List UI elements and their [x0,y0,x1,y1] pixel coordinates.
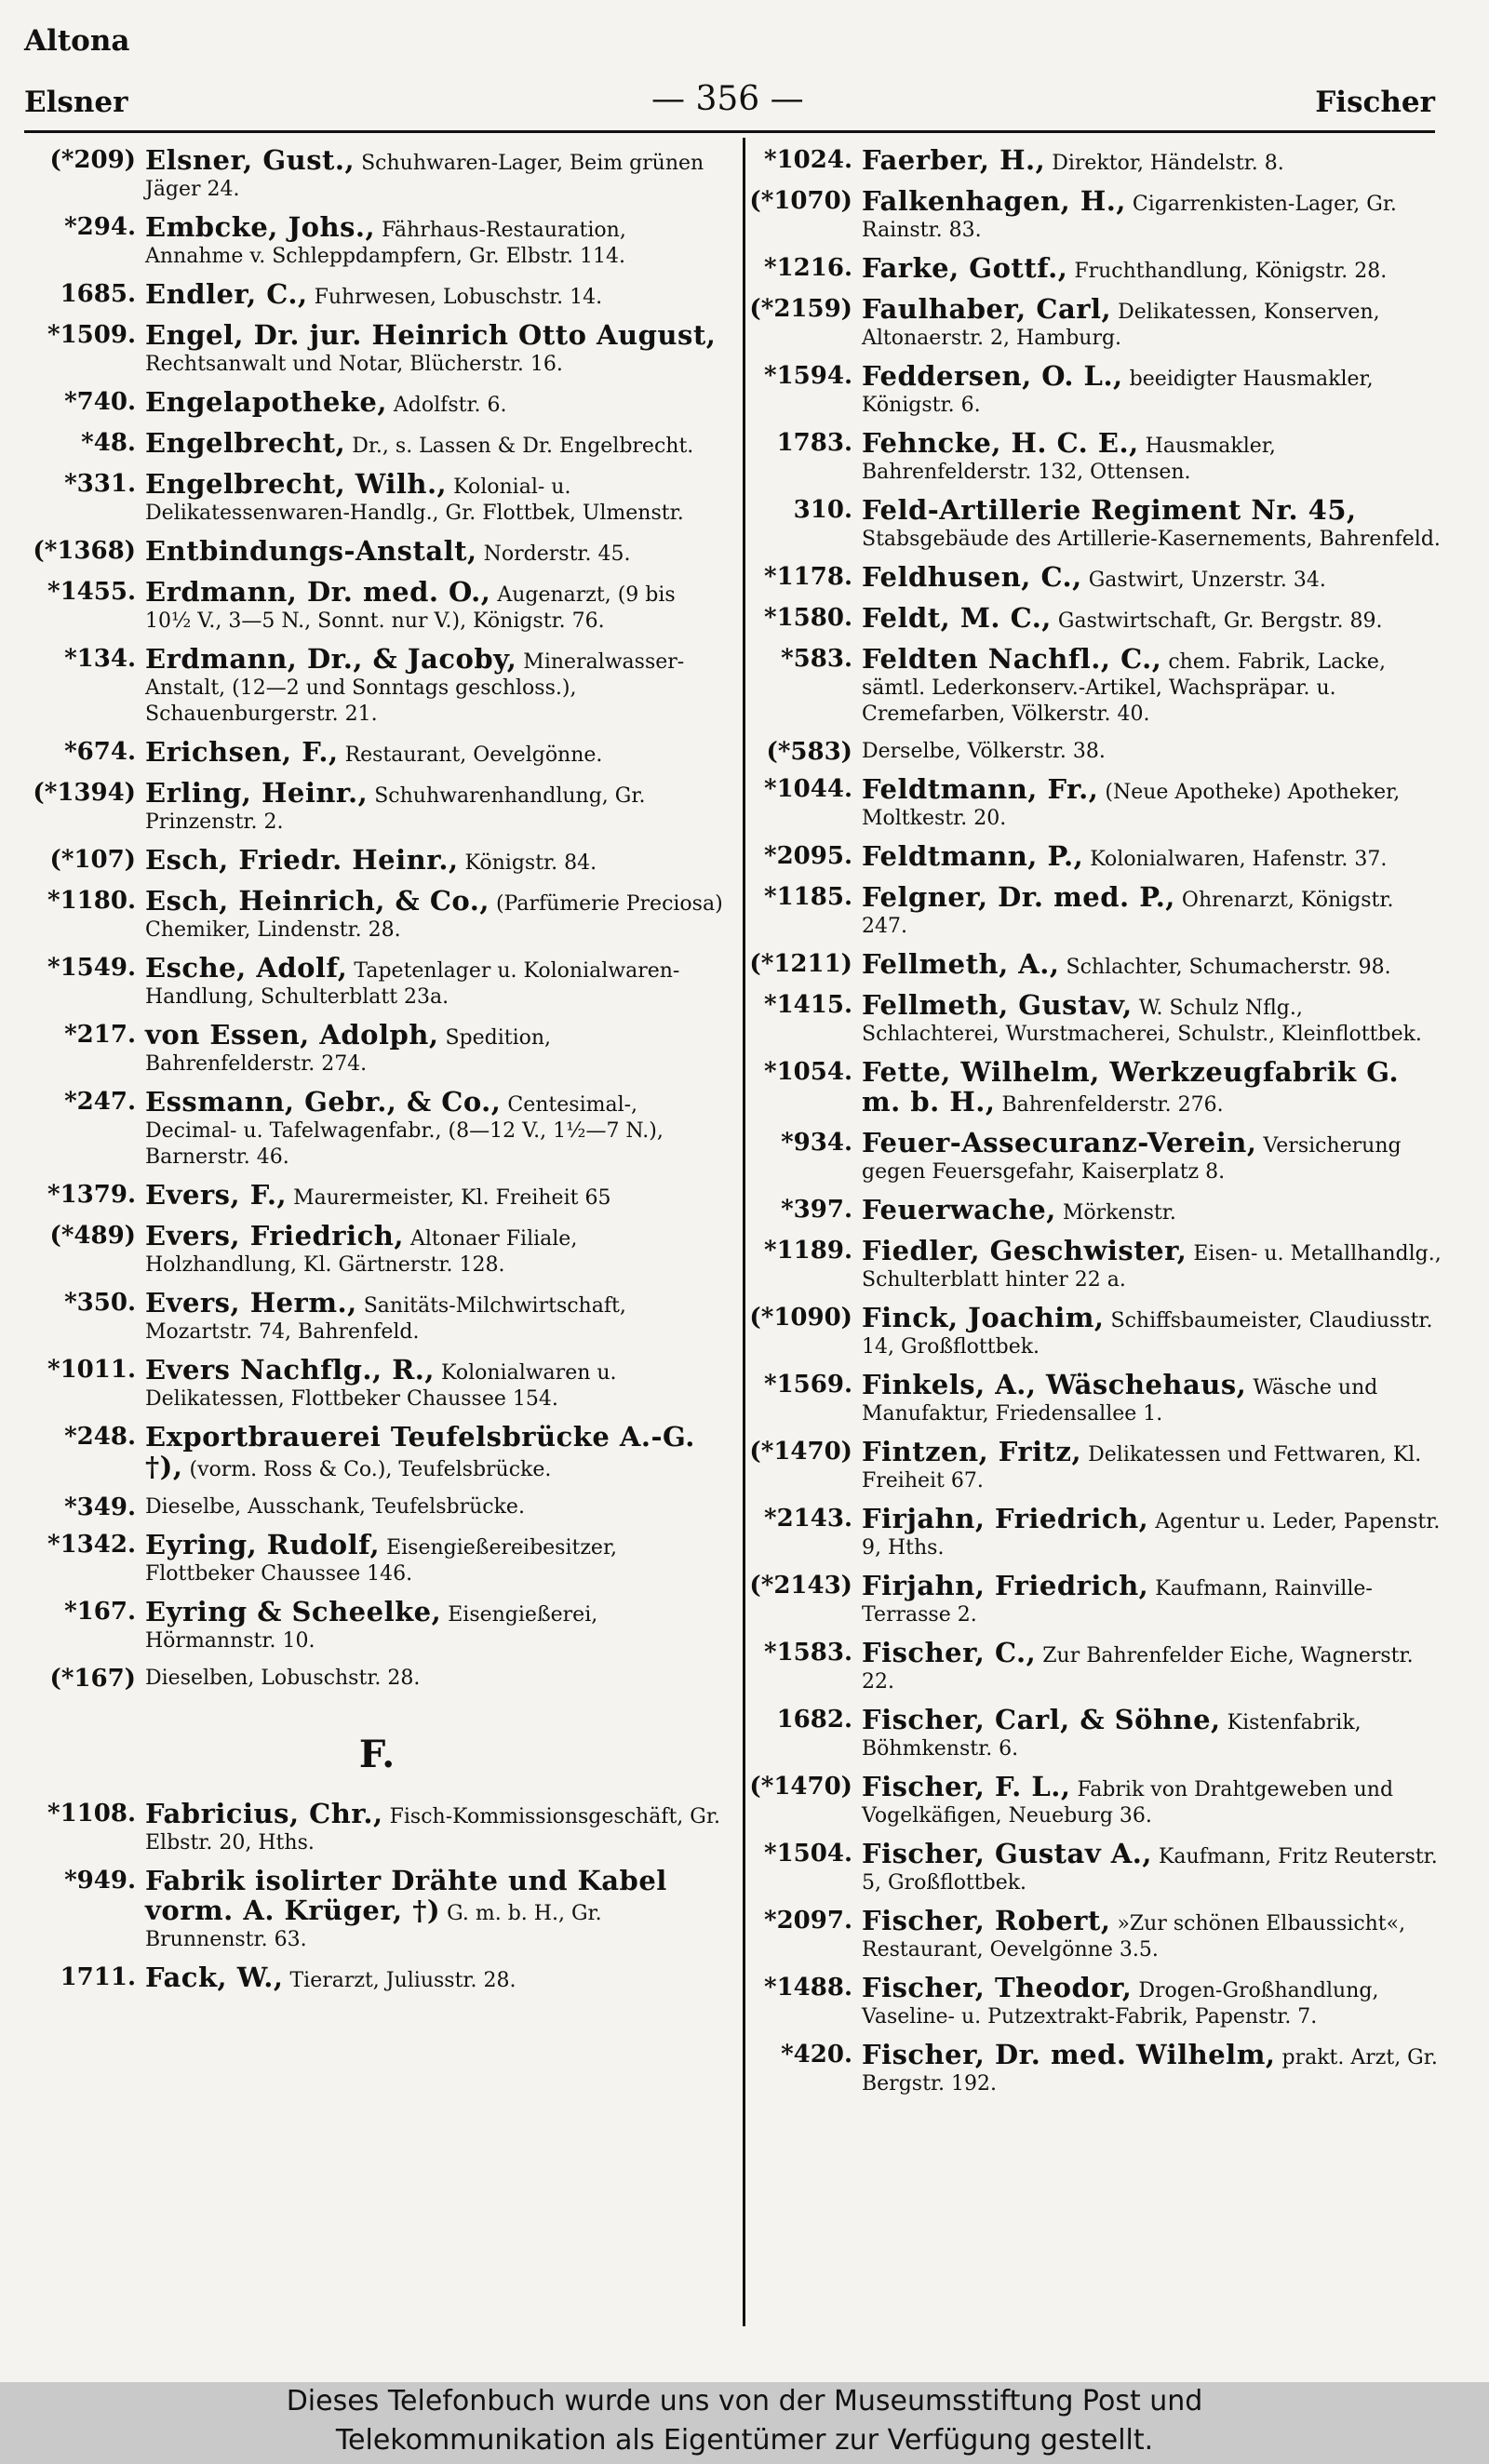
phone-number: *1594. [763,362,852,390]
subscriber-name: Fiedler, Geschwister, [862,1235,1187,1266]
phone-number: *397. [781,1196,852,1224]
directory-entry [744,948,1442,981]
entry-details: Dieselben, Lobuschstr. 28. [145,1667,421,1690]
phone-number: *1549. [47,954,136,982]
subscriber-name: Engelbrecht, Wilh., [145,468,448,500]
subscriber-name: Embcke, Johs., [145,211,376,243]
entry-details: Eisengießerei, Hörmannstr. 10. [145,1603,598,1653]
phone-number: *1180. [47,887,136,915]
directory-entry [28,1494,726,1520]
entry-details: Schuhwarenhandlung, Gr. Prinzenstr. 2. [145,784,646,834]
phone-number: (*2143) [749,1572,852,1600]
phone-number: *248. [64,1423,136,1451]
phone-number: (*167) [49,1665,136,1693]
phone-number: *1108. [47,1800,136,1828]
entry-details: Bahrenfelderstr. 276. [1001,1093,1224,1117]
phone-number: (*1394) [33,779,136,807]
subscriber-name: Engel, Dr. jur. Heinrich Otto August, [145,319,717,351]
directory-entry [744,773,1442,832]
phone-number: *1216. [763,254,852,282]
entry-details: Eisengießereibesitzer, Flottbeker Chaussee 146. [145,1536,618,1586]
subscriber-name: Evers Nachflg., R., [145,1354,435,1386]
entry-details: Stabsgebäude des Artillerie-Kasernements, Bahrenfeld. [862,528,1441,551]
directory-entry [28,1220,726,1279]
entry-details: Fabrik von Drahtgeweben und Vogelkäfigen, Neueburg 36. [862,1778,1394,1828]
phone-number: *1509. [47,321,136,349]
entry-details: Kaufmann, Rainville-Terrasse 2. [862,1577,1373,1627]
phone-number: *1342. [47,1531,136,1559]
entry-details: Tapetenlager u. Kolonialwaren-Handlung, Schulterblatt 23a. [145,959,680,1009]
directory-entry [28,736,726,769]
entry-details: Fisch-Kommissionsgeschäft, Gr. Elbstr. 20, Hths. [145,1805,720,1855]
entry-details: Drogen-Großhandlung, Vaseline- u. Putzextrakt-Fabrik, Papenstr. 7. [862,1979,1379,2029]
phone-number: *420. [781,2041,852,2069]
directory-entry [28,1529,726,1587]
subscriber-name: Engelbrecht, [145,427,346,459]
directory-entry [28,952,726,1011]
entry-details: Kistenfabrik, Böhmkenstr. 6. [862,1711,1362,1761]
directory-entry [28,1798,726,1856]
phone-number: (*2159) [749,295,852,323]
subscriber-name: Esche, Adolf, [145,952,348,984]
directory-entry [28,211,726,270]
subscriber-name: Feuerwache, [862,1194,1056,1225]
phone-number: (*489) [49,1222,136,1250]
directory-entry [744,739,1442,765]
phone-number: *331. [64,470,136,498]
directory-entry [28,844,726,877]
phone-number: *949. [64,1867,136,1895]
subscriber-name: Endler, C., [145,278,308,310]
phone-number: *349. [64,1493,136,1521]
directory-entry [28,427,726,460]
entry-details: Restaurant, Oevelgönne. [344,743,603,767]
subscriber-name: von Essen, Adolph, [145,1019,439,1051]
subscriber-name: Feldtmann, Fr., [862,773,1099,805]
subscriber-name: Eyring, Rudolf, [145,1529,381,1560]
directory-entry [744,1436,1442,1494]
phone-number: (*583) [766,738,852,766]
subscriber-name: Fischer, Dr. med. Wilhelm, [862,2039,1276,2070]
entry-details: Schlachter, Schumacherstr. 98. [1066,956,1391,979]
subscriber-name: Erdmann, Dr., & Jacoby, [145,643,517,675]
entry-details: »Zur schönen Elbaussicht«, Restaurant, Oevelgönne 3.5. [862,1912,1406,1962]
running-head-first-entry: Elsner [24,86,128,119]
entry-details: Agentur u. Leder, Papenstr. 9, Hths. [862,1510,1441,1560]
phone-number: *217. [64,1021,136,1049]
directory-entry [744,427,1442,486]
entry-details: Derselbe, Völkerstr. 38. [862,740,1106,763]
subscriber-name: Fischer, Gustav A., [862,1838,1152,1869]
directory-entry [28,777,726,836]
directory-entry [744,293,1442,352]
directory-entry [744,185,1442,244]
header-rule [24,130,1435,133]
entry-details: Kolonial- u. Delikatessenwaren-Handlg., Gr. Flottbek, Ulmenstr. [145,475,684,525]
subscriber-name: Fischer, F. L., [862,1771,1071,1802]
entry-details: Sanitäts-Milchwirtschaft, Mozartstr. 74, Bahrenfeld. [145,1294,626,1344]
phone-number: *1054. [763,1058,852,1086]
phone-number: 310. [793,496,852,524]
footer-notice [0,2382,1489,2464]
entry-details: Delikatessen, Konserven, Altonaerstr. 2, Hamburg. [862,301,1380,350]
directory-entry [28,1865,726,1953]
subscriber-name: Fabrik isolirter Drähte und Kabel vorm. A. Krüger, †) [145,1865,667,1926]
subscriber-name: Feldtmann, P., [862,840,1084,872]
directory-entry [744,1972,1442,2030]
entry-details: W. Schulz Nflg., Schlachterei, Wurstmacherei, Schulstr., Kleinflottbek. [862,997,1422,1046]
directory-entry [744,1194,1442,1226]
directory-entry [28,1287,726,1346]
directory-entry [744,1838,1442,1896]
directory-entry [744,1127,1442,1185]
subscriber-name: Feldten Nachfl., C., [862,643,1162,675]
phone-number: *934. [781,1129,852,1157]
directory-entry [28,1086,726,1171]
subscriber-name: Feldt, M. C., [862,602,1052,634]
entry-details: Dr., s. Lassen & Dr. Engelbrecht. [352,435,694,458]
directory-entry [744,1905,1442,1963]
entry-details: Spedition, Bahrenfelderstr. 274. [145,1026,552,1076]
entry-details: Delikatessen und Fettwaren, Kl. Freiheit 67. [862,1443,1422,1493]
subscriber-name: Fischer, Theodor, [862,1972,1133,2003]
entry-details: Gastwirt, Unzerstr. 34. [1088,569,1326,592]
subscriber-name: Falkenhagen, H., [862,185,1126,217]
entry-details: Versicherung gegen Feuersgefahr, Kaiserplatz 8. [862,1134,1402,1184]
entry-details: Gastwirtschaft, Gr. Bergstr. 89. [1057,609,1383,633]
phone-number: (*209) [49,146,136,174]
subscriber-name: Fintzen, Fritz, [862,1436,1082,1467]
subscriber-name: Fehncke, H. C. E., [862,427,1139,459]
phone-number: *2095. [763,842,852,870]
left-column [28,144,726,2005]
subscriber-name: Eyring & Scheelke, [145,1596,442,1627]
directory-entry [744,1302,1442,1360]
subscriber-name: Elsner, Gust., [145,144,355,176]
entry-details: Tierarzt, Juliusstr. 28. [289,1969,516,1992]
directory-entry [28,643,726,728]
subscriber-name: Faerber, H., [862,144,1046,176]
entry-details: Direktor, Händelstr. 8. [1052,152,1284,175]
directory-entry [28,1964,726,1994]
directory-entry [744,360,1442,419]
subscriber-name: Esch, Heinrich, & Co., [145,885,490,917]
directory-entry [744,2039,1442,2097]
directory-entry [744,1637,1442,1695]
subscriber-name: Feld-Artillerie Regiment Nr. 45, [862,494,1357,526]
phone-number: *1189. [763,1237,852,1265]
entry-details: Kolonialwaren u. Delikatessen, Flottbeker Chaussee 154. [145,1361,617,1411]
phone-number: (*1470) [749,1773,852,1801]
directory-entry [28,1666,726,1692]
entry-details: Ohrenarzt, Königstr. 247. [862,889,1394,938]
subscriber-name: Feuer-Assecuranz-Verein, [862,1127,1257,1158]
phone-number: 1783. [776,429,852,457]
entry-details: Fruchthandlung, Königstr. 28. [1074,260,1388,283]
page-number: — 356 — [651,80,804,118]
subscriber-name: Fellmeth, A., [862,948,1060,980]
subscriber-name: Fabricius, Chr., [145,1798,383,1829]
subscriber-name: Erichsen, F., [145,736,339,768]
subscriber-name: Feddersen, O. L., [862,360,1123,392]
subscriber-name: Essmann, Gebr., & Co., [145,1086,502,1118]
footer-line-1: Dieses Telefonbuch wurde uns von der Museumsstiftung Post und [286,2385,1203,2417]
phone-number: *740. [64,388,136,416]
subscriber-name: Finkels, A., Wäschehaus, [862,1369,1247,1400]
subscriber-name: Firjahn, Friedrich, [862,1503,1149,1534]
directory-entry [28,1179,726,1212]
subscriber-name: Finck, Joachim, [862,1302,1105,1333]
phone-number: *134. [64,645,136,673]
running-head-last-entry: Fischer [1315,86,1435,119]
directory-entry [744,1056,1442,1118]
directory-entry [744,494,1442,553]
entry-details: Schiffsbaumeister, Claudiusstr. 14, Großflottbek. [862,1309,1433,1359]
phone-number: *1488. [763,1974,852,2002]
directory-entry [28,319,726,378]
phone-number: *1504. [763,1840,852,1868]
entry-details: G. m. b. H., Gr. Brunnenstr. 63. [145,1902,602,1951]
directory-entry [744,840,1442,873]
subscriber-name: Evers, Herm., [145,1287,357,1319]
entry-details: Adolfstr. 6. [393,394,507,417]
phone-number: (*1070) [749,187,852,215]
subscriber-name: Farke, Gottf., [862,252,1068,284]
directory-entry [28,144,726,203]
subscriber-name: Felgner, Dr. med. P., [862,881,1175,913]
subscriber-name: Engelapotheke, [145,386,387,418]
entry-details: Centesimal-, Decimal- u. Tafelwagenfabr., (8—12 V., 1½—7 N.), Barnerstr. 46. [145,1093,664,1169]
entry-details: (vorm. Ross & Co.), Teufelsbrücke. [189,1458,552,1481]
entry-details: Fuhrwesen, Lobuschstr. 14. [314,286,603,309]
directory-entry [28,386,726,419]
phone-number: *1379. [47,1181,136,1209]
subscriber-name: Esch, Friedr. Heinr., [145,844,459,876]
subscriber-name: Entbindungs-Anstalt, [145,535,477,567]
entry-details: Altonaer Filiale, Holzhandlung, Kl. Gärtnerstr. 128. [145,1227,578,1277]
directory-entry [744,643,1442,728]
phone-number: *167. [64,1598,136,1626]
subscriber-name: Fischer, Carl, & Söhne, [862,1704,1221,1735]
directory-entry [28,1354,726,1413]
subscriber-name: Firjahn, Friedrich, [862,1570,1149,1601]
directory-entry [744,602,1442,635]
phone-number: *1580. [763,604,852,632]
subscriber-name: Feldhusen, C., [862,561,1082,593]
directory-entry [744,144,1442,177]
directory-entry [744,989,1442,1048]
entry-details: Zur Bahrenfelder Eiche, Wagnerstr. 22. [862,1644,1414,1694]
entry-details: Mineralwasser-Anstalt, (12—2 und Sonntags geschloss.), Schauenburgerstr. 21. [145,650,685,726]
subscriber-name: Evers, Friedrich, [145,1220,404,1252]
entry-details: Dieselbe, Ausschank, Teufelsbrücke. [145,1495,525,1519]
entry-details: chem. Fabrik, Lacke, sämtl. Lederkonserv.-Artikel, Wachspräpar. u. Cremefarben, Völkerstr. 40. [862,650,1386,726]
city-heading: Altona [24,24,130,58]
entry-details: Fährhaus-Restauration, Annahme v. Schleppdampfern, Gr. Elbstr. 114. [145,219,626,268]
entry-details: (Neue Apotheke) Apotheker, Moltkestr. 20. [862,781,1401,830]
directory-entry [744,1235,1442,1293]
subscriber-name: Erdmann, Dr. med. O., [145,576,491,608]
directory-entry [28,885,726,944]
entry-details: Augenarzt, (9 bis 10½ V., 3—5 N., Sonnt. nur V.), Königstr. 76. [145,583,676,633]
entry-details: Königstr. 84. [464,851,597,875]
phone-number: (*1090) [749,1304,852,1332]
phone-number: *1024. [763,146,852,174]
directory-entry [744,1503,1442,1561]
directory-entry [744,881,1442,940]
subscriber-name: Fellmeth, Gustav, [862,989,1133,1021]
directory-entry [28,1596,726,1654]
phone-number: *2097. [763,1907,852,1935]
entry-details: Hausmakler, Bahrenfelderstr. 132, Ottensen. [862,435,1276,484]
directory-entry [28,535,726,568]
directory-entry [28,468,726,527]
entry-details: Kaufmann, Fritz Reuterstr. 5, Großflottbek. [862,1845,1438,1895]
subscriber-name: Faulhaber, Carl, [862,293,1112,325]
entry-details: Maurermeister, Kl. Freiheit 65 [293,1186,611,1210]
phone-number: *1044. [763,775,852,803]
directory-entry [744,1771,1442,1829]
phone-number: (*1368) [33,537,136,565]
subscriber-name: Erling, Heinr., [145,777,369,809]
phone-number: (*1470) [749,1438,852,1466]
entry-details: Cigarrenkisten-Lager, Gr. Rainstr. 83. [862,193,1397,242]
phone-number: *674. [64,738,136,766]
phone-number: *247. [64,1088,136,1116]
phone-number: *1415. [763,991,852,1019]
phone-number: *48. [81,429,136,457]
phone-number: *1455. [47,578,136,606]
directory-entry [28,576,726,635]
phone-number: 1711. [60,1963,136,1991]
directory-entry [744,1369,1442,1427]
right-column [744,144,1442,2109]
directory-entry [744,1570,1442,1628]
footer-line-2: Telekommunikation als Eigentümer zur Verfügung gestellt. [335,2424,1154,2457]
section-letter: F. [358,1733,396,1776]
subscriber-name: Evers, F., [145,1179,288,1211]
entry-details: prakt. Arzt, Gr. Bergstr. 192. [862,2046,1438,2096]
entry-details: Schuhwaren-Lager, Beim grünen Jäger 24. [145,152,704,201]
directory-entry [28,278,726,311]
phone-number: *294. [64,213,136,241]
phone-number: 1682. [776,1706,852,1734]
phone-number: *350. [64,1289,136,1317]
phone-number: *1185. [763,883,852,911]
entry-details: Norderstr. 45. [483,542,631,566]
directory-entry [28,1421,726,1483]
entry-details: Wäsche und Manufaktur, Friedensallee 1. [862,1376,1378,1426]
phone-number: (*107) [49,846,136,874]
phone-number: (*1211) [749,950,852,978]
entry-details: Kolonialwaren, Hafenstr. 37. [1090,848,1388,871]
entry-details: Eisen- u. Metallhandlg., Schulterblatt hinter 22 a. [862,1242,1442,1292]
directory-entry [744,252,1442,285]
phone-number: 1685. [60,280,136,308]
entry-details: Rechtsanwalt und Notar, Blücherstr. 16. [145,353,563,376]
entry-details: (Parfümerie Preciosa) Chemiker, Lindenstr. 28. [145,892,723,942]
phone-number: *583. [781,645,852,673]
subscriber-name: Fette, Wilhelm, Werkzeugfabrik G. m. b. H., [862,1056,1400,1118]
phone-number: *1178. [763,563,852,591]
phone-number: *1011. [47,1356,136,1384]
phone-number: *1583. [763,1639,852,1667]
phone-number: *2143. [763,1505,852,1533]
phone-number: *1569. [763,1371,852,1399]
directory-entry [744,1704,1442,1762]
subscriber-name: Exportbrauerei Teufelsbrücke A.-G. †), [145,1421,695,1482]
subscriber-name: Fischer, Robert, [862,1905,1111,1936]
directory-entry [28,1019,726,1078]
directory-entry [744,561,1442,594]
entry-details: Mörkenstr. [1062,1201,1176,1225]
entry-details: beeidigter Hausmakler, Königstr. 6. [862,368,1374,417]
subscriber-name: Fack, W., [145,1962,284,1993]
subscriber-name: Fischer, C., [862,1637,1037,1668]
